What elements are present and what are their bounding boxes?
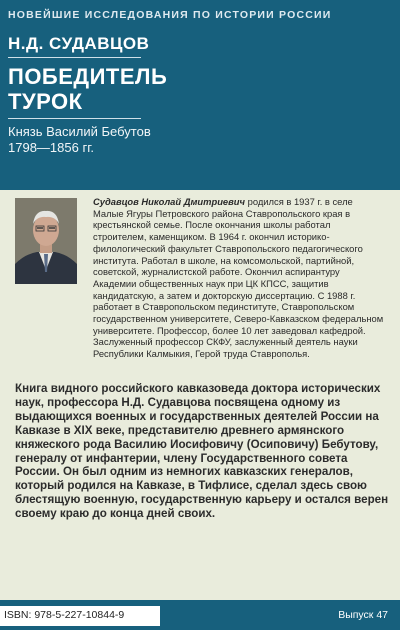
series-title: НОВЕЙШИЕ ИССЛЕДОВАНИЯ ПО ИСТОРИИ РОССИИ — [8, 9, 332, 21]
issue-number: Выпуск 47 — [338, 609, 388, 621]
subtitle-line-2: 1798—1856 гг. — [8, 140, 94, 155]
portrait-icon — [15, 198, 77, 284]
bio-text: родился в 1937 г. в селе Малые Ягуры Петровского района Ставропольского края в крестьянской семье. После окончания школы работал строителем, каменщиком. В 1964 г. окончил историко-филологический факультет Ставропольского педагогического института. Работал в школе, на комсомольской, партийной, советской, журналистской работе. Окончил аспирантуру Академии общественных наук при ЦК КПСС, защитив кандидатскую, а затем и докторскую диссертацию. С 1988 г. работает в Ставропольском пединституте, Ставропольском государственном университете, Северо-Кавказском федеральном университете. Профессор, более 10 лет заведовал кафедрой. Заслуженный профессор СКФУ, заслуженный деятель науки Республики Калмыкия, Герой труда Ставрополья. — [93, 196, 384, 360]
author-photo — [15, 198, 77, 284]
isbn-box — [0, 606, 160, 626]
isbn-text: ISBN: 978-5-227-10844-9 — [4, 609, 125, 621]
title-line-1: ПОБЕДИТЕЛЬ — [8, 64, 168, 89]
author-bio — [93, 196, 385, 360]
book-subtitle — [8, 124, 151, 156]
author-name: Н.Д. СУДАВЦОВ — [8, 34, 150, 53]
title-line-2: ТУРОК — [8, 89, 83, 114]
cover-header — [0, 0, 400, 190]
divider — [8, 118, 141, 119]
bio-name: Судавцов Николай Дмитриевич — [93, 196, 245, 207]
book-title — [8, 64, 167, 114]
book-description: Книга видного российского кавказоведа доктора исторических наук, профессора Н.Д. Судавцова посвящена одному из выдающихся военных и государственных деятелей России на Кавказе в XIX веке, представителю древнего армянского княжеского рода Василию Иосифовичу (Осиповичу) Бебутову, генералу от инфантерии, члену Государственного совета России. Он был одним из немногих кавказских генералов, который родился на Кавказе, в Тифлисе, сделал здесь свою блестящую военную, государственную карьеру и остался верен своему краю до конца дней своих. — [15, 382, 389, 521]
subtitle-line-1: Князь Василий Бебутов — [8, 124, 151, 139]
divider — [8, 57, 141, 58]
